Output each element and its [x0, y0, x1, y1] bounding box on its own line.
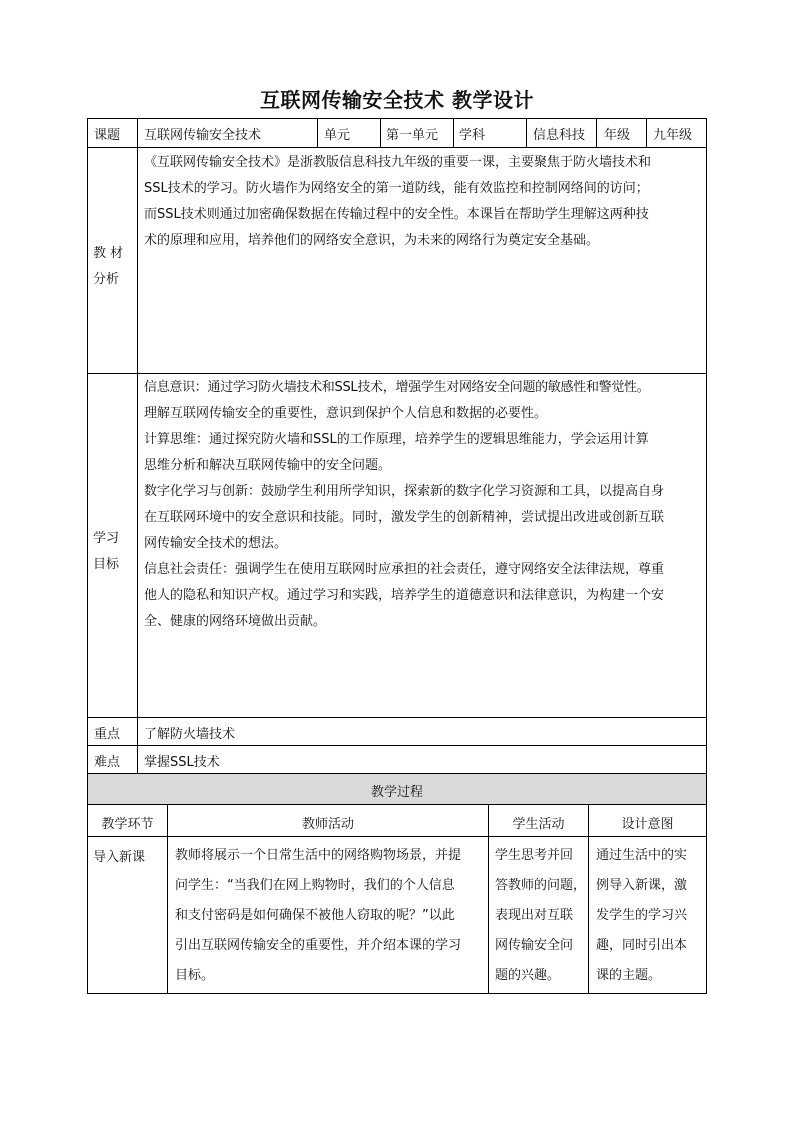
- course-label: 课题: [94, 128, 121, 143]
- material-label-line-2: 分析: [93, 272, 120, 287]
- unit-label: 单元: [324, 128, 351, 143]
- student-line: 表现出对互联: [495, 908, 574, 923]
- objectives-line: 网传输安全技术的想法。: [144, 536, 288, 551]
- course-value: 互联网传输安全技术: [144, 128, 262, 143]
- teacher-line: 问学生：“当我们在网上购物时，我们的个人信息: [175, 878, 455, 893]
- material-text: [144, 150, 704, 254]
- student-line: 题的兴趣。: [495, 968, 561, 983]
- intent-line: 例导入新课，激: [596, 878, 688, 893]
- objectives-line: 信息社会责任：强调学生在使用互联网时应承担的社会责任，遵守网络安全法律法规，尊重: [144, 562, 665, 577]
- objectives-line: 他人的隐私和知识产权。通过学习和实践，培养学生的道德意识和法律意识，为构建一个安: [144, 588, 665, 603]
- page-title: 互联网传输安全技术 教学设计: [260, 88, 534, 112]
- material-label-line-1: 教 材: [93, 246, 124, 261]
- objectives-line: 全、健康的网络环境做出贡献。: [144, 614, 327, 629]
- column-header-stage: 教学环节: [101, 817, 154, 832]
- student-activity: [495, 841, 587, 991]
- process-heading: 教学过程: [370, 785, 423, 800]
- teacher-activity: [175, 841, 487, 991]
- key-point-label: 重点: [94, 727, 121, 742]
- objectives-line: 信息意识：通过学习防火墙技术和SSL技术，增强学生对网络安全问题的敏感性和警觉性。: [144, 380, 650, 395]
- student-line: 网传输安全问: [495, 938, 574, 953]
- grade-label: 年级: [604, 128, 631, 143]
- objectives-line: 理解互联网传输安全的重要性，意识到保护个人信息和数据的必要性。: [144, 406, 548, 421]
- column-header-intent: 设计意图: [621, 817, 674, 832]
- objectives-line: 思维分析和解决互联网传输中的安全问题。: [144, 458, 392, 473]
- stage-name: 导入新课: [93, 850, 146, 865]
- column-header-teacher: 教师活动: [301, 817, 354, 832]
- intent-line: 课的主题。: [596, 968, 662, 983]
- student-line: 答教师的问题，: [495, 878, 587, 893]
- unit-value: 第一单元: [386, 128, 439, 143]
- difficulty-value-cell: [137, 745, 707, 774]
- teacher-line: 教师将展示一个日常生活中的网络购物场景，并提: [175, 848, 462, 863]
- grade-value: 九年级: [653, 128, 693, 143]
- objectives-text: [144, 375, 706, 635]
- intent-line: 通过生活中的实: [596, 848, 688, 863]
- objectives-label-line-2: 目标: [93, 557, 120, 572]
- objectives-line: 计算思维：通过探究防火墙和SSL的工作原理，培养学生的逻辑思维能力，学会运用计算: [144, 432, 649, 447]
- material-line: SSL技术的学习。防火墙作为网络安全的第一道防线，能有效监控和控制网络间的访问；: [144, 181, 649, 196]
- student-line: 学生思考并回: [495, 848, 574, 863]
- material-line: 术的原理和应用，培养他们的网络安全意识，为未来的网络行为奠定安全基础。: [144, 233, 600, 248]
- teacher-line: 引出互联网传输安全的重要性，并介绍本课的学习: [175, 938, 462, 953]
- column-header-student: 学生活动: [512, 817, 565, 832]
- material-line: 《互联网传输安全技术》是浙教版信息科技九年级的重要一课，主要聚焦于防火墙技术和: [144, 155, 652, 170]
- design-intent: [596, 841, 704, 991]
- intent-line: 趣，同时引出本: [596, 938, 688, 953]
- teacher-line: 目标。: [175, 968, 215, 983]
- objectives-label-line-1: 学习: [93, 531, 120, 546]
- teacher-line: 和支付密码是如何确保不被他人窃取的呢？”以此: [175, 908, 455, 923]
- subject-label: 学科: [459, 128, 486, 143]
- subject-value: 信息科技: [533, 128, 586, 143]
- difficulty-label: 难点: [94, 755, 121, 770]
- key-point-value: 了解防火墙技术: [144, 727, 236, 742]
- material-line: 而SSL技术则通过加密确保数据在传输过程中的安全性。本课旨在帮助学生理解这两种技: [144, 207, 649, 222]
- difficulty-value: 掌握SSL技术: [144, 755, 220, 770]
- objectives-line: 在互联网环境中的安全意识和技能。同时，激发学生的创新精神，尝试提出改进或创新互联: [144, 510, 665, 525]
- objectives-line: 数字化学习与创新：鼓励学生利用所学知识，探索新的数字化学习资源和工具，以提高自身: [144, 484, 665, 499]
- intent-line: 发学生的学习兴: [596, 908, 688, 923]
